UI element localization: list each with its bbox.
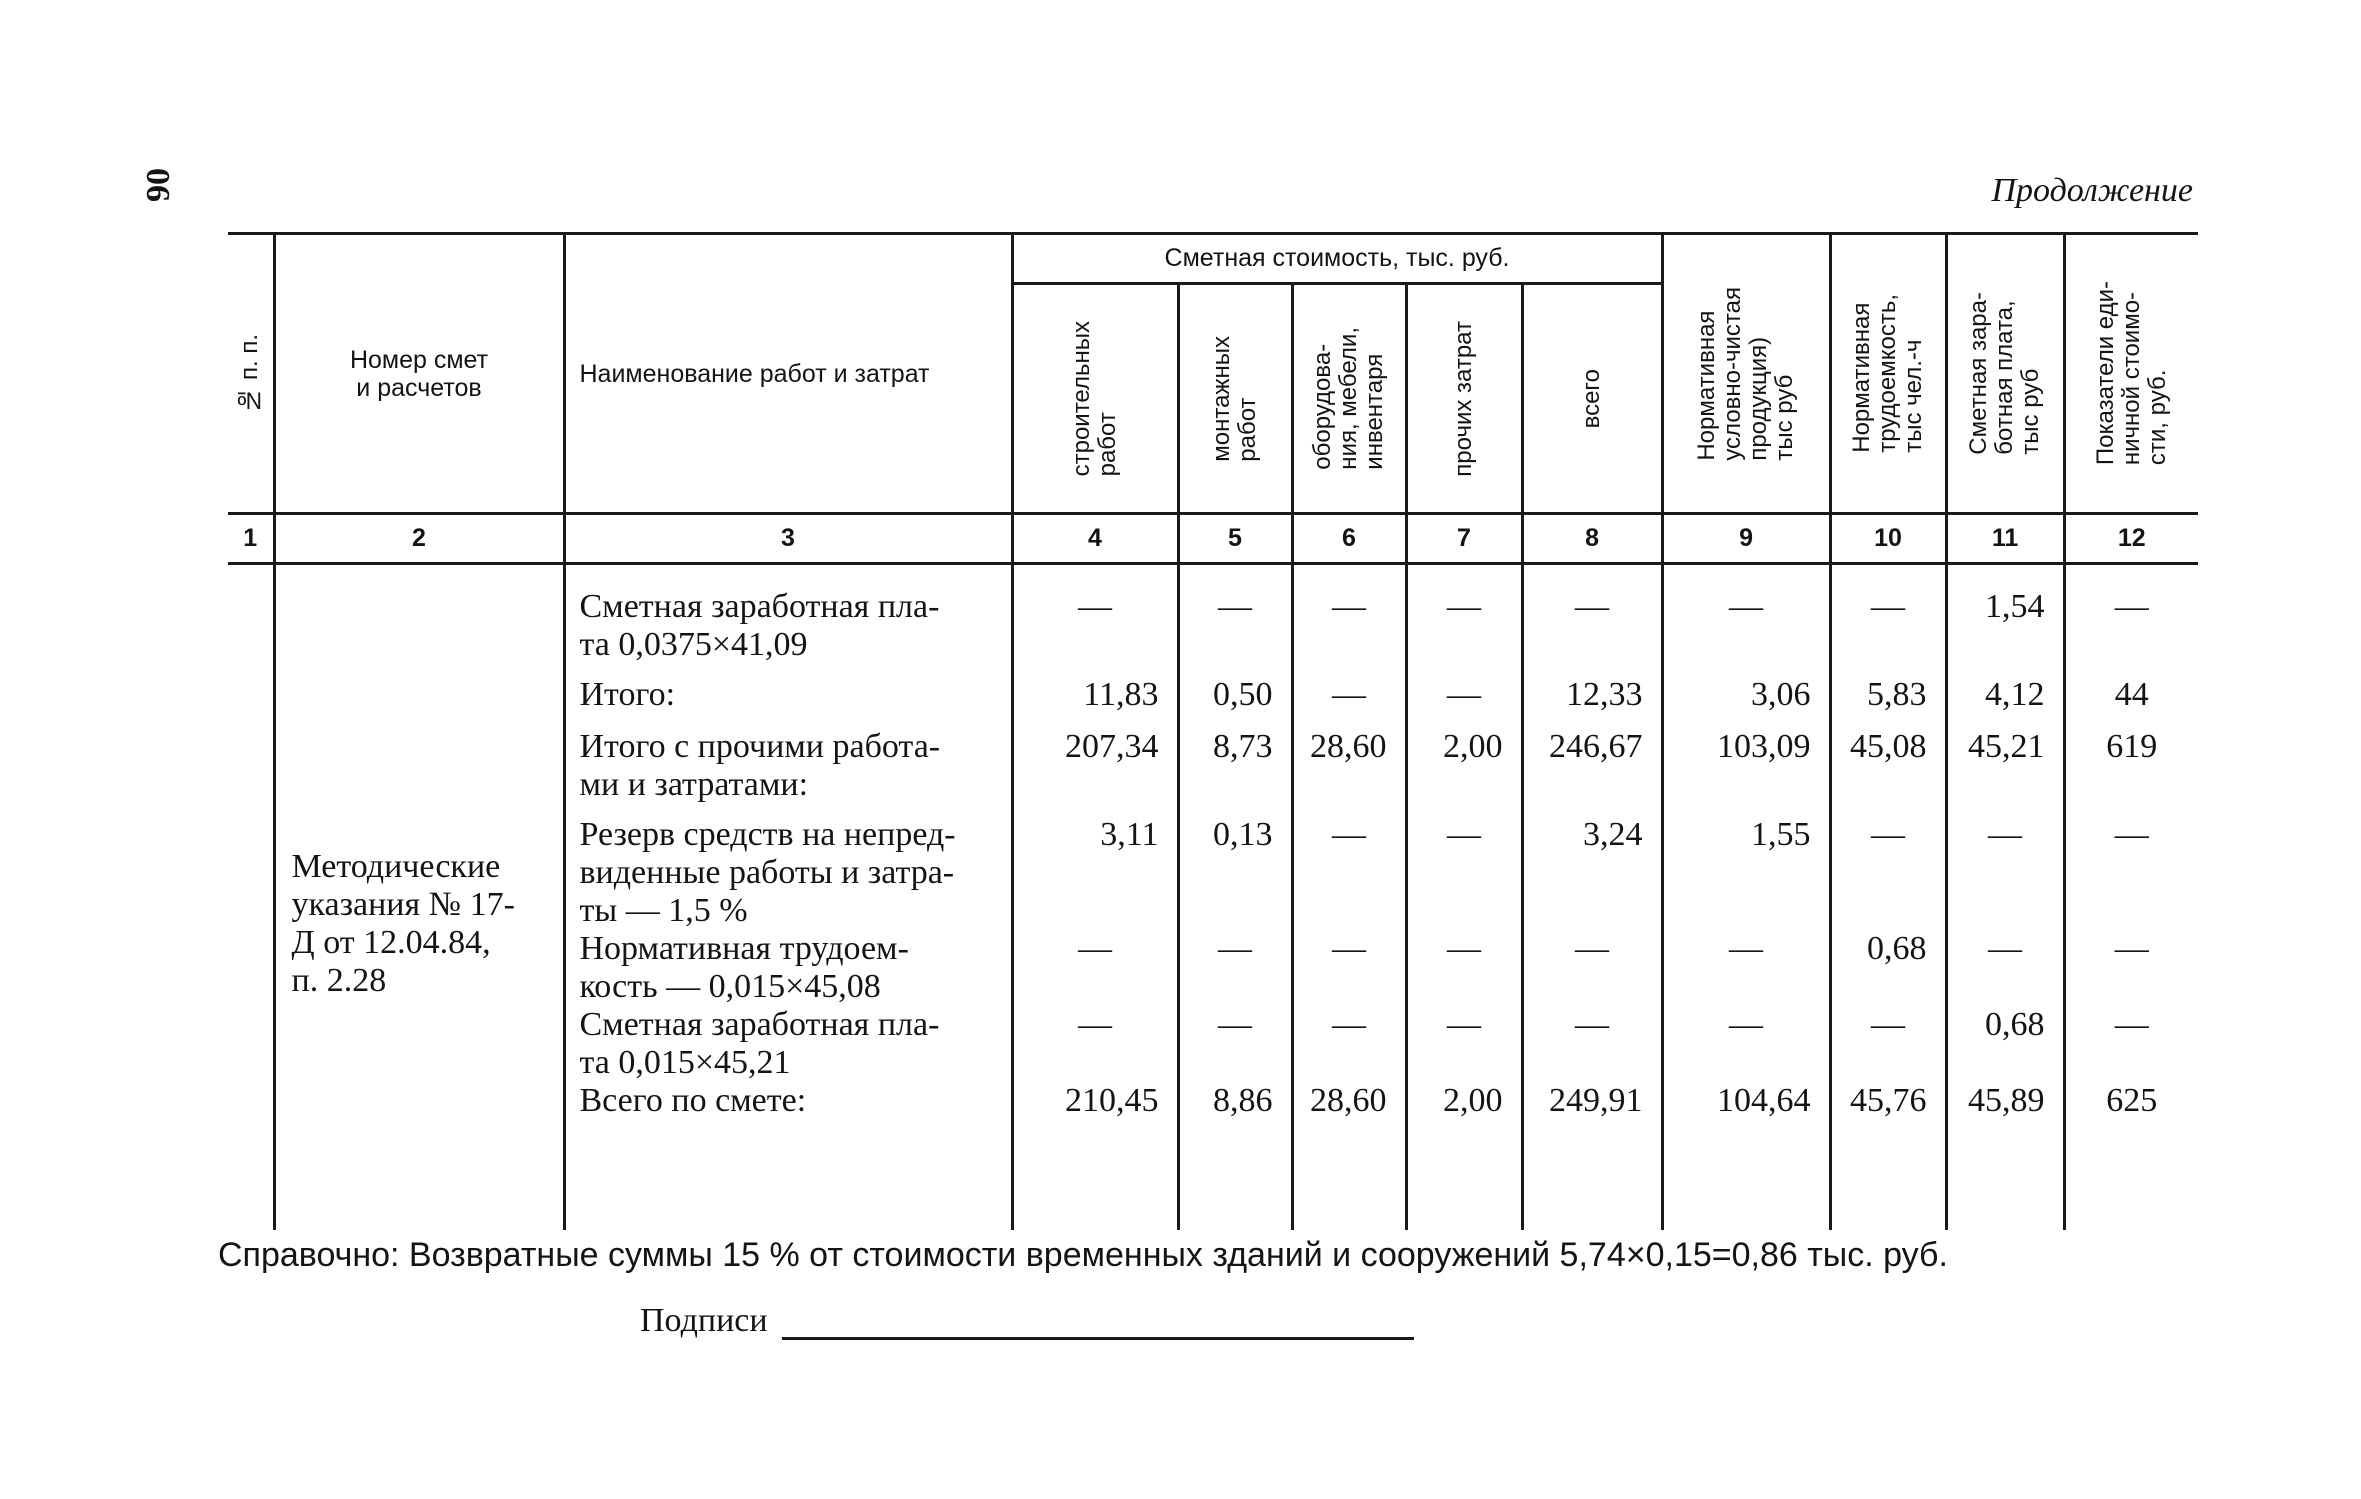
value-cell: 210,45 (1012, 1082, 1178, 1142)
value-cell: — (1830, 1006, 1946, 1082)
header-row-number-text: № п. п. (236, 333, 264, 414)
page-number: 06 (139, 168, 176, 202)
value-cell: — (1522, 930, 1662, 1006)
header-labor-intensity-text: Нормативная трудоемкость, тыс чел.-ч (1848, 294, 1928, 453)
value-cell: — (1178, 930, 1292, 1006)
column-number-row (228, 514, 2198, 564)
column-number: 11 (1946, 514, 2064, 564)
work-name-text: Резерв средств на непред- виденные работы и затра- ты — 1,5 % (579, 815, 956, 929)
value-cell: — (2064, 1006, 2198, 1082)
value-cell: 0,68 (1946, 1006, 2064, 1082)
header-cost-group: Сметная стоимость, тыс. руб. (1012, 234, 1662, 284)
value-cell: 8,86 (1178, 1082, 1292, 1142)
header-installation-text: монтажных работ (1208, 335, 1261, 462)
value-cell: 3,06 (1662, 676, 1830, 728)
header-unit-cost-text: Показатели еди- ничной стоимо- сти, руб. (2091, 281, 2171, 466)
header-other-costs-text: прочих затрат (1450, 320, 1477, 477)
header-labor-intensity (1830, 234, 1946, 514)
value-cell: 104,64 (1662, 1082, 1830, 1142)
signature-label: Подписи (640, 1302, 768, 1339)
row-number-cell (228, 816, 274, 930)
value-cell: — (1012, 1006, 1178, 1082)
header-wages-text: Сметная зара- ботная плата, тыс руб (1965, 292, 2045, 455)
value-cell: 1,55 (1662, 816, 1830, 930)
column-number: 8 (1522, 514, 1662, 564)
value-cell: — (1662, 588, 1830, 676)
column-number: 2 (274, 514, 564, 564)
header-unit-cost (2064, 234, 2198, 514)
value-cell: — (1178, 588, 1292, 676)
value-cell: 2,00 (1406, 1082, 1522, 1142)
header-work-name (564, 234, 1012, 514)
value-cell: 28,60 (1292, 1082, 1406, 1142)
header-net-product-text: Нормативная условно-чистая продукция) тыс руб (1693, 286, 1799, 461)
value-cell: 12,33 (1522, 676, 1662, 728)
value-cell: 44 (2064, 676, 2198, 728)
header-construction-text: строительных работ (1068, 320, 1121, 477)
value-cell: 246,67 (1522, 728, 1662, 816)
work-name (564, 676, 1012, 728)
work-name (564, 816, 1012, 930)
value-cell: — (1830, 816, 1946, 930)
value-cell: — (2064, 816, 2198, 930)
work-name (564, 1006, 1012, 1082)
work-name-text: Итого с прочими работа- ми и затратами: (579, 727, 941, 803)
value-cell: 249,91 (1522, 1082, 1662, 1142)
row-number-cell (228, 676, 274, 728)
header-row-number (228, 234, 274, 514)
row-number-cell (228, 1082, 274, 1142)
value-cell: 45,76 (1830, 1082, 1946, 1142)
work-name-text: Всего по смете: (579, 1081, 807, 1119)
value-cell: — (1292, 588, 1406, 676)
value-cell: 3,11 (1012, 816, 1178, 930)
value-cell: 11,83 (1012, 676, 1178, 728)
header-equipment-text: оборудова- ния, мебели, инвентаря (1309, 327, 1388, 470)
signature-line[interactable] (782, 1303, 1414, 1340)
table-body (228, 564, 2198, 1230)
value-cell: 5,83 (1830, 676, 1946, 728)
value-cell: 45,21 (1946, 728, 2064, 816)
work-name (564, 728, 1012, 816)
header-total-text: всего (1578, 368, 1606, 429)
value-cell: — (2064, 588, 2198, 676)
value-cell: 28,60 (1292, 728, 1406, 816)
value-cell: — (1406, 816, 1522, 930)
estimate-table (228, 232, 2198, 1230)
value-cell: — (1012, 930, 1178, 1006)
value-cell: 4,12 (1946, 676, 2064, 728)
value-cell: 1,54 (1946, 588, 2064, 676)
estimate-reference: Методические указания № 17- Д от 12.04.84, п. 2.28 (291, 847, 515, 999)
signature-block (640, 1302, 1414, 1340)
continuation-label: Продолжение (1991, 172, 2193, 209)
header-estimate-number (274, 234, 564, 514)
column-number: 4 (1012, 514, 1178, 564)
header-other-costs (1406, 284, 1522, 514)
value-cell: — (1406, 1006, 1522, 1082)
value-cell: 103,09 (1662, 728, 1830, 816)
column-number: 1 (228, 514, 274, 564)
value-cell: — (1178, 1006, 1292, 1082)
value-cell: 2,00 (1406, 728, 1522, 816)
work-name (564, 1082, 1012, 1142)
work-name (564, 930, 1012, 1006)
value-cell: — (1522, 588, 1662, 676)
header-net-product (1662, 234, 1830, 514)
column-number: 6 (1292, 514, 1406, 564)
column-number: 3 (564, 514, 1012, 564)
value-cell: 0,50 (1178, 676, 1292, 728)
header-installation (1178, 284, 1292, 514)
value-cell: — (1292, 1006, 1406, 1082)
row-number-cell (228, 930, 274, 1006)
value-cell: — (1406, 930, 1522, 1006)
value-cell: — (1662, 1006, 1830, 1082)
header-total (1522, 284, 1662, 514)
row-number-cell (228, 1006, 274, 1082)
value-cell: — (1292, 676, 1406, 728)
value-cell: — (1292, 930, 1406, 1006)
value-cell: 207,34 (1012, 728, 1178, 816)
row-number-cell (228, 728, 274, 816)
value-cell: 0,68 (1830, 930, 1946, 1006)
work-name-text: Нормативная трудоем- кость — 0,015×45,08 (579, 929, 909, 1005)
value-cell: — (1406, 676, 1522, 728)
value-cell: — (2064, 930, 2198, 1006)
value-cell: — (1830, 588, 1946, 676)
value-cell: 619 (2064, 728, 2198, 816)
row-number-cell (228, 588, 274, 676)
header-equipment (1292, 284, 1406, 514)
work-name (564, 588, 1012, 676)
work-name-text: Итого: (579, 675, 676, 713)
value-cell: 625 (2064, 1082, 2198, 1142)
header-work-name-text: Наименование работ и затрат (579, 359, 930, 388)
value-cell: 45,08 (1830, 728, 1946, 816)
work-name-text: Сметная заработная пла- та 0,015×45,21 (579, 1005, 940, 1081)
column-number: 5 (1178, 514, 1292, 564)
header-wages (1946, 234, 2064, 514)
value-cell: 0,13 (1178, 816, 1292, 930)
value-cell: — (1012, 588, 1178, 676)
column-number: 12 (2064, 514, 2198, 564)
column-number: 7 (1406, 514, 1522, 564)
table-row (228, 588, 2198, 676)
header-estimate-number-text: Номер смет и расчетов (349, 345, 489, 402)
value-cell: — (1522, 1006, 1662, 1082)
value-cell: — (1406, 588, 1522, 676)
value-cell: — (1946, 816, 2064, 930)
value-cell: — (1946, 930, 2064, 1006)
column-number: 10 (1830, 514, 1946, 564)
header-construction (1012, 284, 1178, 514)
value-cell: — (1662, 930, 1830, 1006)
reference-note: Справочно: Возвратные суммы 15 % от стоимости временных зданий и сооружений 5,74×0,15=0,86 тыс. руб. (218, 1236, 1948, 1274)
work-name-text: Сметная заработная пла- та 0,0375×41,09 (579, 587, 940, 663)
value-cell: 3,24 (1522, 816, 1662, 930)
value-cell: 45,89 (1946, 1082, 2064, 1142)
value-cell: — (1292, 816, 1406, 930)
value-cell: 8,73 (1178, 728, 1292, 816)
estimate-reference-cell (274, 588, 564, 1230)
column-number: 9 (1662, 514, 1830, 564)
